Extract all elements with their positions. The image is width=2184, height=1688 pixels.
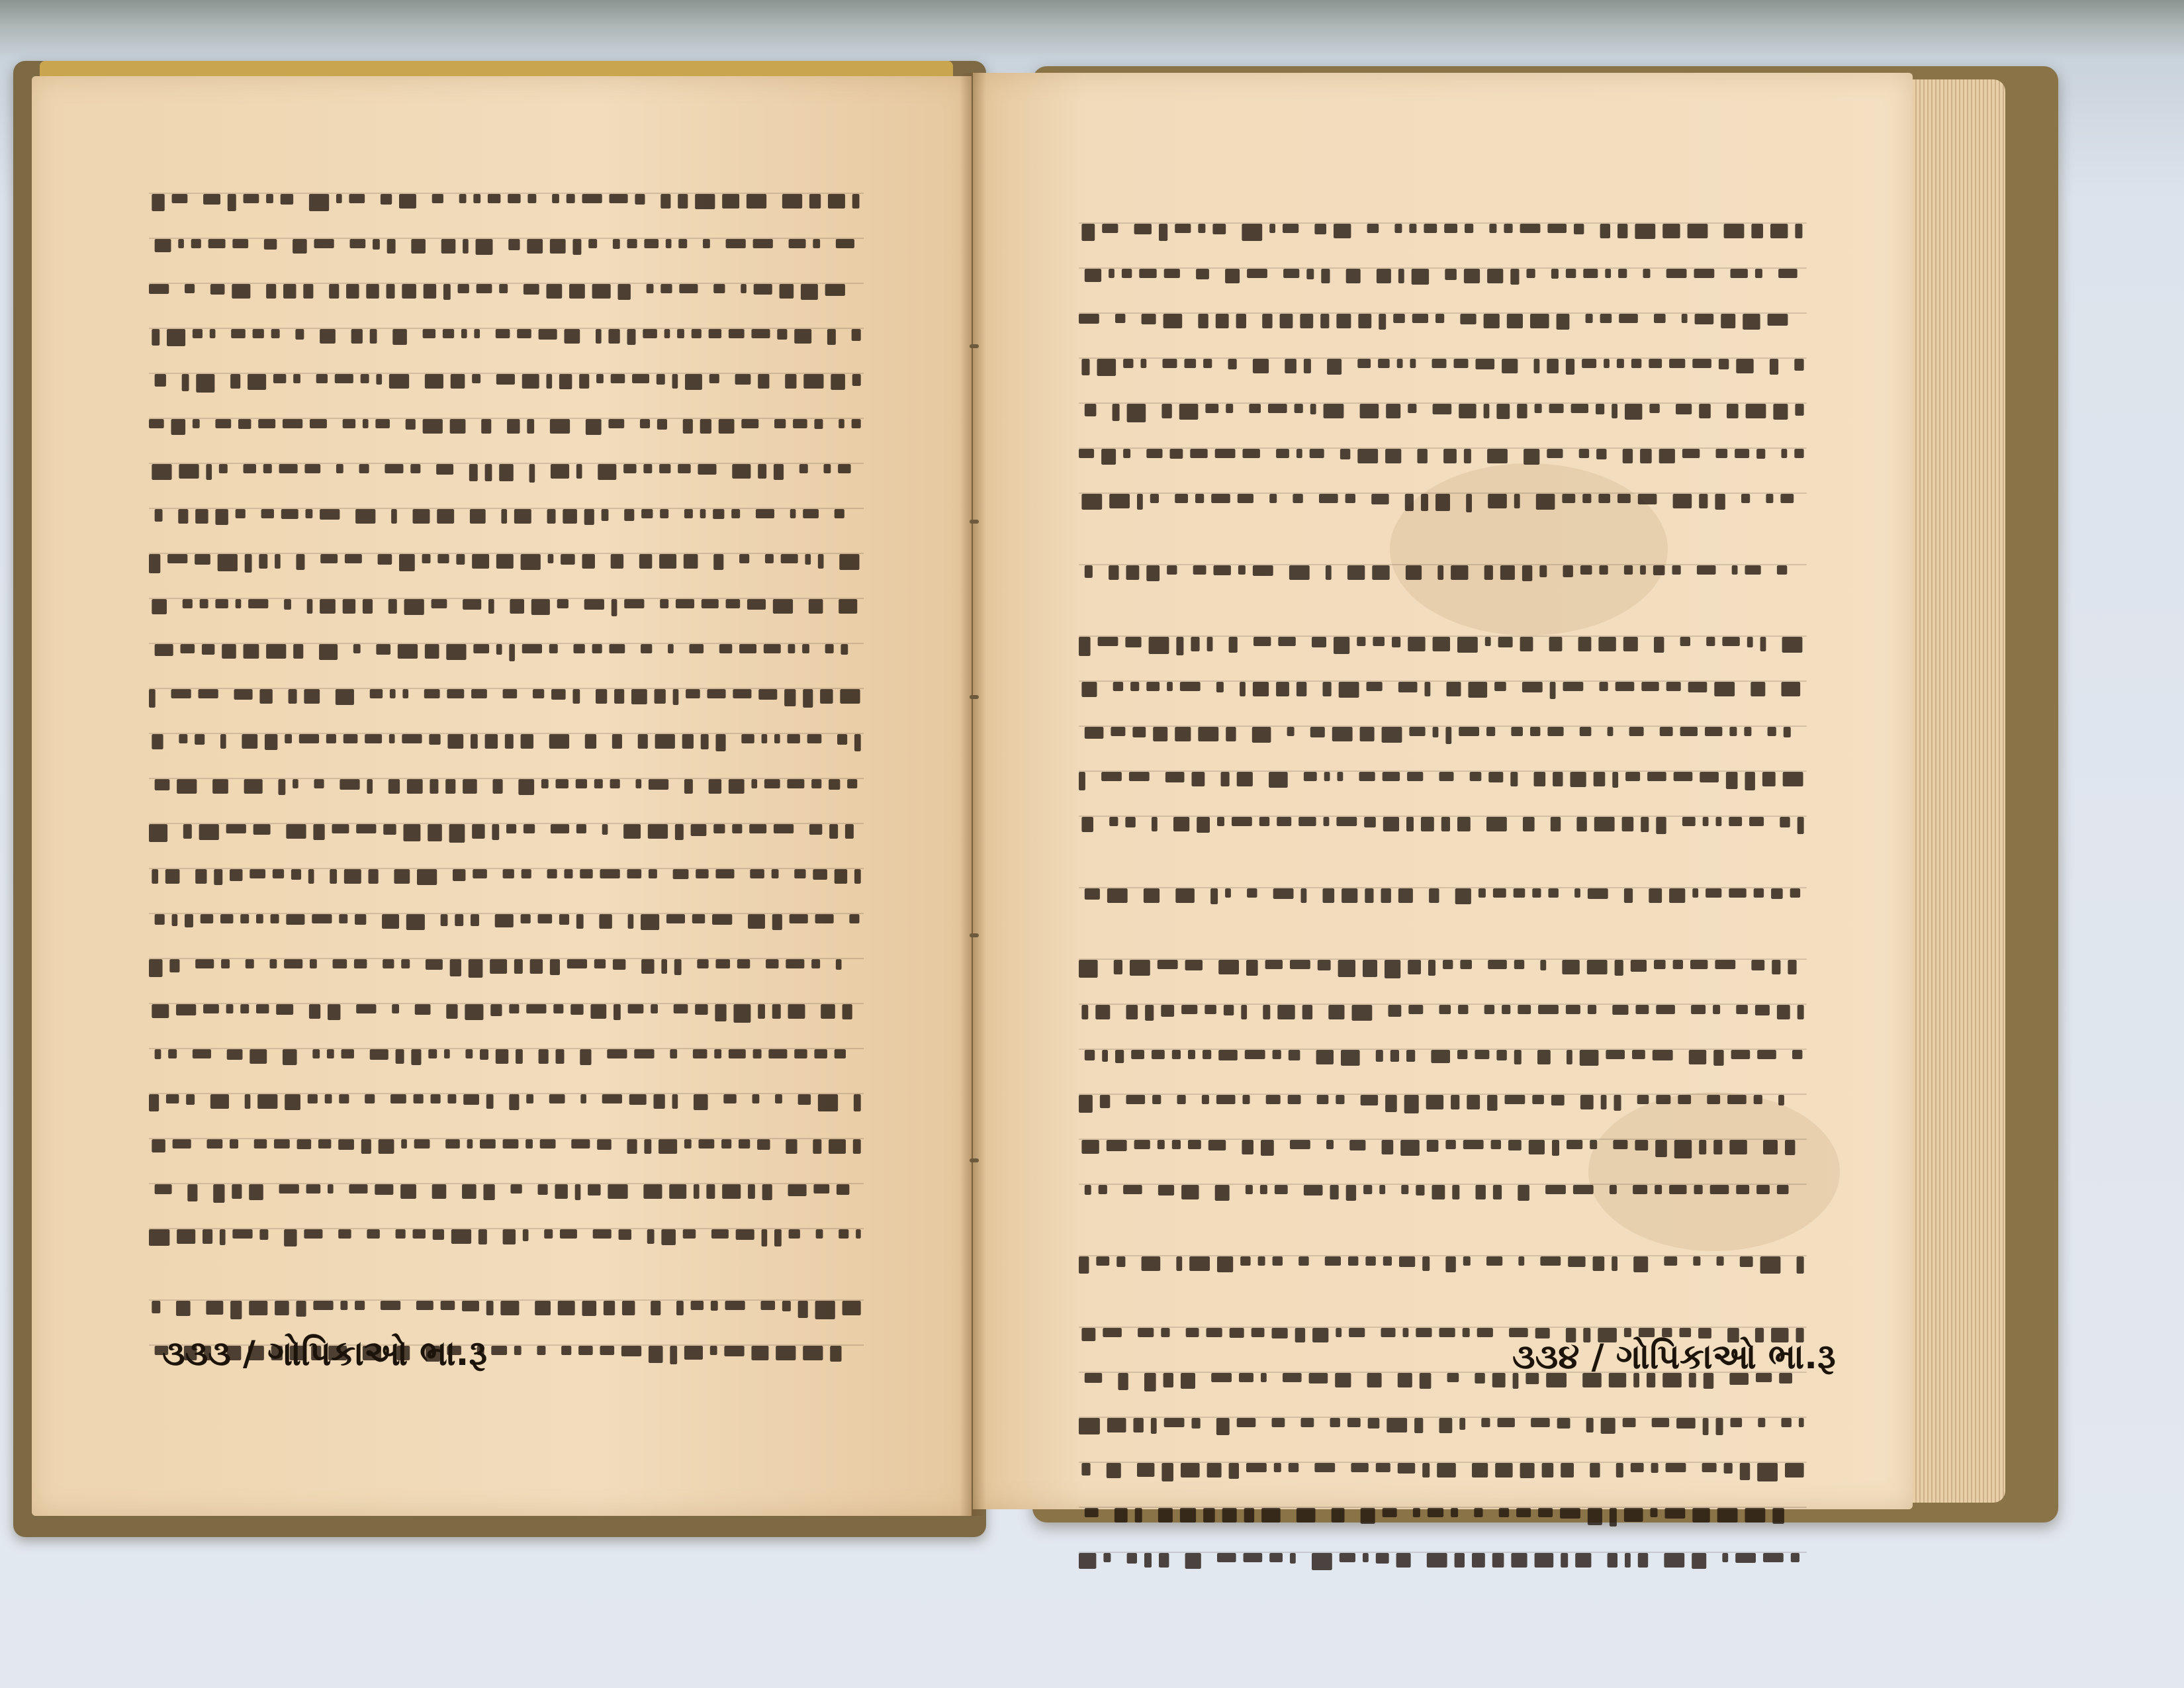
text-line [1079, 948, 1807, 986]
text-line [1079, 1173, 1807, 1211]
text-line [1079, 1496, 1807, 1534]
text-line [149, 902, 864, 941]
text-line [149, 812, 864, 851]
paragraph-gap [1079, 1218, 1807, 1244]
text-line [149, 1127, 864, 1166]
text-line [1079, 625, 1807, 663]
binding-stitch [970, 1158, 979, 1162]
text-line [1079, 876, 1807, 915]
text-line [149, 947, 864, 986]
text-line [149, 362, 864, 400]
text-line [1079, 553, 1807, 592]
right-page-body-text [1079, 212, 1807, 1586]
text-line [1079, 1083, 1807, 1121]
text-line [1079, 482, 1807, 520]
text-line [1079, 1406, 1807, 1444]
text-line [1079, 437, 1807, 475]
right-page-folio: ૩૩૪ / ગોપિકાઓ ભા.રૂ [1512, 1337, 1836, 1377]
text-line [1079, 1451, 1807, 1489]
text-line [149, 182, 864, 220]
text-line [149, 542, 864, 581]
text-line [149, 407, 864, 445]
paragraph-gap [1079, 598, 1807, 625]
text-line [149, 1037, 864, 1076]
binding-stitch [970, 695, 979, 699]
text-line [1079, 257, 1807, 295]
text-line [149, 722, 864, 761]
text-line [1079, 392, 1807, 430]
text-line [149, 632, 864, 671]
text-line [1079, 715, 1807, 753]
binding-stitch [970, 520, 979, 524]
text-line [149, 227, 864, 265]
left-page-folio: ૩૩૩ / ગોપિકાઓ ભા.રૂ [162, 1334, 488, 1374]
text-line [149, 1172, 864, 1211]
text-line [1079, 805, 1807, 843]
text-line [1079, 1541, 1807, 1579]
text-line [1079, 1128, 1807, 1166]
text-line [149, 857, 864, 896]
paragraph-gap [1079, 850, 1807, 876]
paragraph-gap [1079, 527, 1807, 553]
text-line [149, 767, 864, 806]
text-line [149, 587, 864, 626]
binding-stitch [970, 344, 979, 348]
text-line [1079, 1244, 1807, 1283]
book-gutter [960, 73, 986, 1516]
text-line [1079, 760, 1807, 798]
text-line [1079, 1038, 1807, 1076]
text-line [149, 497, 864, 536]
text-line [149, 1289, 864, 1327]
paragraph-gap [1079, 921, 1807, 948]
paragraph-gap [1079, 1289, 1807, 1316]
text-line [1079, 993, 1807, 1031]
text-line [149, 1082, 864, 1121]
left-page-body-text [149, 182, 864, 1379]
text-line [149, 452, 864, 491]
text-line [149, 317, 864, 355]
page-fore-edge [1913, 79, 2005, 1503]
text-line [149, 1217, 864, 1256]
text-line [1079, 347, 1807, 385]
text-line [1079, 670, 1807, 708]
text-line [149, 272, 864, 310]
binding-stitch [970, 933, 979, 937]
text-line [1079, 302, 1807, 340]
paragraph-gap [149, 1262, 864, 1289]
text-line [1079, 212, 1807, 250]
text-line [149, 992, 864, 1031]
text-line [149, 677, 864, 716]
